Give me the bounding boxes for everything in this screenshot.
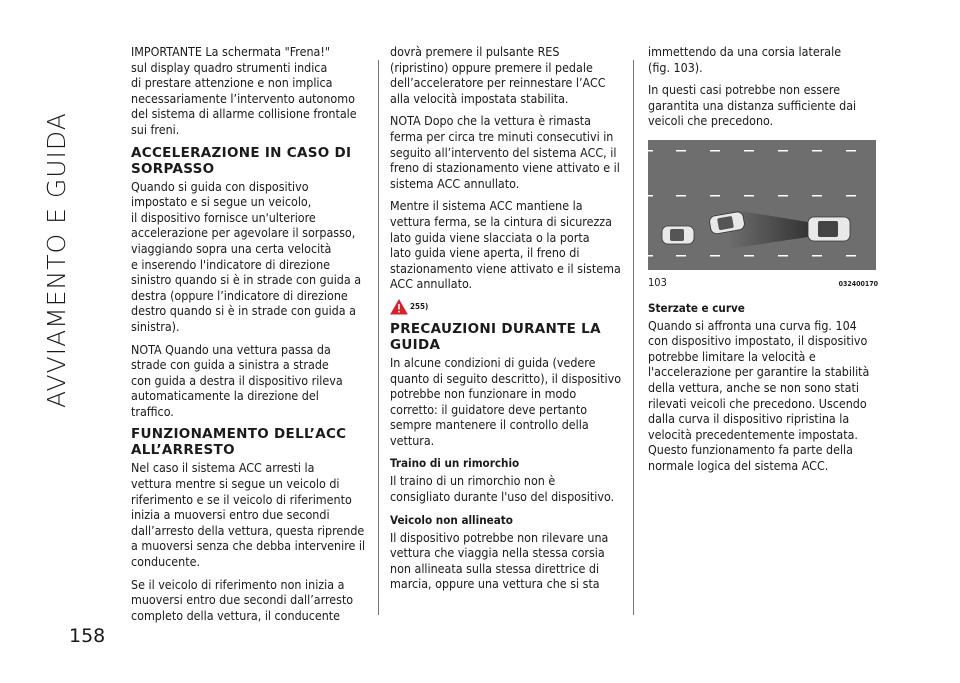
page-number: 158 <box>69 625 106 647</box>
subheading-towing: Traino di un rimorchio <box>390 456 520 471</box>
heading-precautions: PRECAUZIONI DURANTE LA GUIDA <box>390 320 601 353</box>
paragraph: In alcune condizioni di guida (vedere quanto di seguito descritto), il dispositivo potrebbe non funzionare in modo corretto: il guidatore deve pertanto sempre mantenere il controllo della vettura. <box>390 354 622 448</box>
paragraph: Quando si guida con dispositivo impostato e si segue un veicolo, il dispositivo fornisce un'ulteriore accelerazione per agevolare il sorpasso, viaggiando sopra una certa velocità e inserendo l'indicatore di direzione sinistro quando si è in strade con guida a destra (oppure l’indicatore di direzione destro quando si è in strade con guida a sinistra). <box>131 178 362 334</box>
paragraph: immettendo da una corsia laterale (fig. 103). <box>648 44 842 75</box>
figure-code: 032400170 <box>838 279 878 288</box>
column-2 <box>390 44 622 599</box>
subheading-curves: Sterzate e curve <box>648 300 745 315</box>
section-title: AVVIAMENTO E GUIDA <box>42 112 71 408</box>
road-lanes-illustration <box>648 137 876 273</box>
paragraph: Mentre il sistema ACC mantiene la vettura ferma, se la cintura di sicurezza lato guida viene slacciata o la porta lato guida viene aperta, il freno di stazionamento viene attivato e il sistema ACC annullato. <box>390 198 621 292</box>
figure-caption <box>648 275 878 293</box>
paragraph: In questi casi potrebbe non essere garantita una distanza sufficiente dai veicoli che precedono. <box>648 82 857 129</box>
warning-triangle-icon <box>390 299 408 315</box>
figure-road-illustration <box>648 137 876 273</box>
note-paragraph: NOTA Quando una vettura passa da strade con guida a sinistra a strade con guida a destra il dispositivo rileva automaticamente la direzione del traffico. <box>131 341 343 419</box>
warning-ref-number: 255) <box>410 302 429 312</box>
paragraph: Se il veicolo di riferimento non inizia a muoversi entro due secondi dall’arresto completo della vettura, il conducente <box>131 576 354 623</box>
paragraph: Nel caso il sistema ACC arresti la vettura mentre si segue un veicolo di riferimento e se il veicolo di riferimento inizia a muoversi entro due secondi dall’arresto della vettura, questa riprende a muoversi senza che debba intervenire il conducente. <box>131 460 366 570</box>
warning-reference <box>390 299 622 315</box>
heading-stop-function: FUNZIONAMENTO DELL’ACC ALL’ARRESTO <box>131 426 347 459</box>
column-3 <box>648 44 878 481</box>
car-left-lane-icon <box>662 226 694 244</box>
paragraph: Quando si affronta una curva fig. 104 con dispositivo impostato, il dispositivo potrebbe limitare la velocità e l'accelerazione per garantire la stabilità della vettura, anche se non sono stati rilevati veicoli che precedono. Uscendo dalla curva il dispositivo ripristina la velocità precedentemente impostata. Questo funzionamento fa parte della normale logica del sistema ACC. <box>648 317 870 473</box>
own-vehicle-icon <box>808 217 850 241</box>
column-divider <box>633 60 634 615</box>
figure-number: 103 <box>648 275 667 289</box>
subheading-misaligned-vehicle: Veicolo non allineato <box>390 512 513 527</box>
column-1 <box>131 44 367 630</box>
paragraph: dovrà premere il pulsante RES (ripristino) oppure premere il pedale dell’acceleratore per reinnestare l’ACC alla velocità impostata stabilita. <box>390 44 606 106</box>
column-divider <box>378 60 379 615</box>
paragraph: Il traino di un rimorchio non è consigliato durante l'uso del dispositivo. <box>390 473 615 505</box>
paragraph: Il dispositivo potrebbe non rilevare una vettura che viaggia nella stessa corsia non allineata sulla stessa direttrice di marcia, oppure una vettura che si sta <box>390 529 609 592</box>
heading-overtaking: ACCELERAZIONE IN CASO DI SORPASSO <box>131 144 352 177</box>
paragraph: IMPORTANTE La schermata "Frena!" sul display quadro strumenti indica di prestare attenzione e non implica necessariamente l’intervento autonomo del sistema di allarme collisione frontale sui freni. <box>131 44 357 137</box>
note-paragraph: NOTA Dopo che la vettura è rimasta ferma per circa tre minuti consecutivi in seguito all’intervento del sistema ACC, il freno di stazionamento viene attivato e il sistema ACC annullato. <box>390 113 620 191</box>
